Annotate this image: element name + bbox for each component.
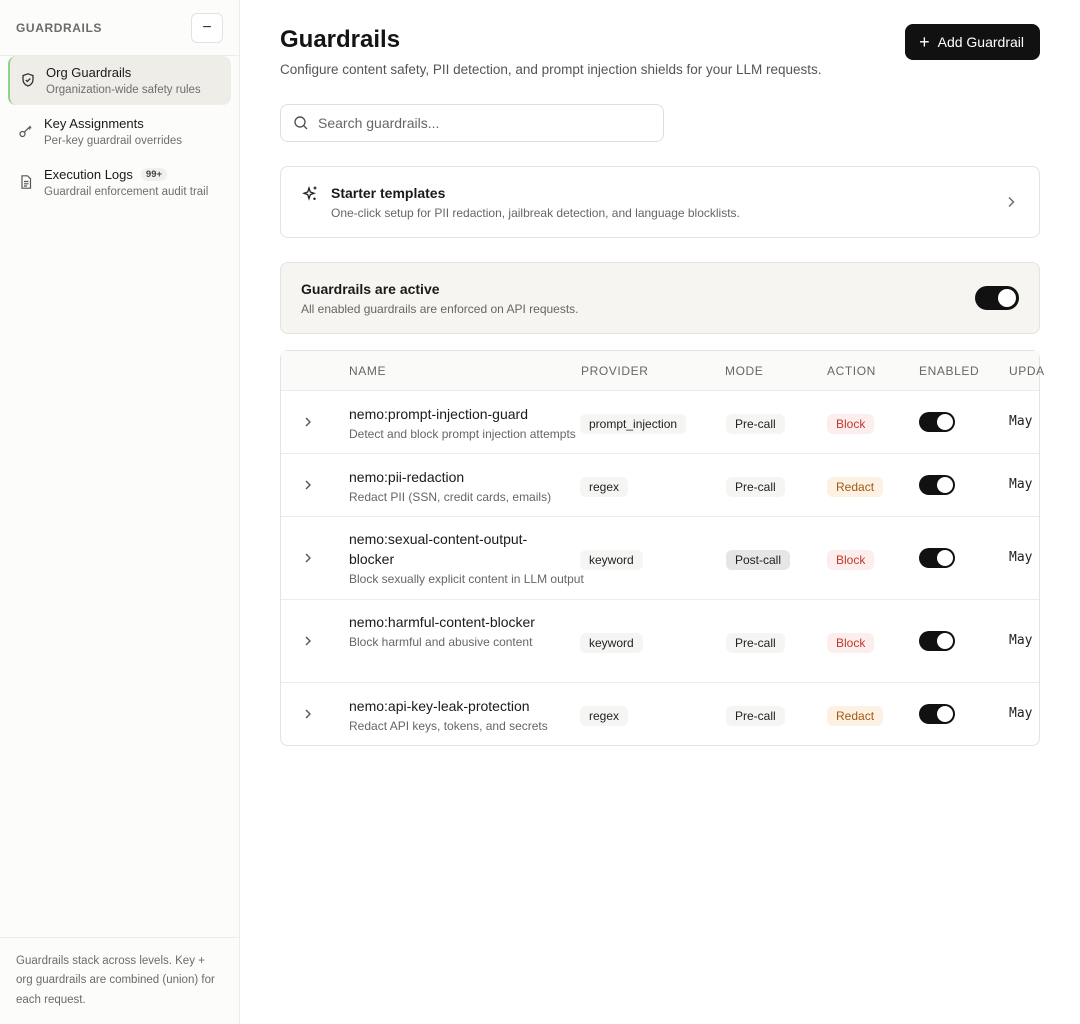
chevron-right-icon[interactable] [301,634,315,648]
column-header-updated[interactable]: UPDA [1009,364,1045,378]
sidebar-nav [0,56,239,207]
shield-icon [20,72,36,88]
table-row[interactable] [281,600,1039,683]
table-row[interactable] [281,517,1039,600]
sidebar-item-label: Execution Logs [44,167,133,182]
action-badge: Redact [827,477,883,497]
key-icon [18,123,34,139]
updated-date: May [1009,414,1033,429]
guardrail-name: nemo:sexual-content-output-blocker [349,531,528,567]
guardrail-description: Detect and block prompt injection attempts [349,427,576,441]
guardrails-active-banner [280,262,1040,334]
document-icon [18,174,34,190]
guardrail-name: nemo:api-key-leak-protection [349,698,530,714]
chevron-right-icon[interactable] [301,478,315,492]
enabled-toggle[interactable] [919,412,955,432]
table-row[interactable] [281,683,1039,746]
provider-badge: keyword [580,550,643,570]
updated-date: May [1009,477,1033,492]
chevron-right-icon [1003,194,1019,210]
action-badge: Redact [827,706,883,726]
add-guardrail-label: Add Guardrail [937,34,1024,50]
enabled-toggle[interactable] [919,631,955,651]
sidebar-item-key-assignments[interactable] [8,107,231,156]
enabled-toggle[interactable] [919,548,955,568]
chevron-right-icon[interactable] [301,707,315,721]
action-badge: Block [827,633,874,653]
mode-badge: Pre-call [726,477,785,497]
updated-date: May [1009,633,1033,648]
count-badge: 99+ [141,168,167,181]
column-header-mode[interactable]: MODE [725,364,764,378]
action-badge: Block [827,550,874,570]
sidebar-item-execution-logs[interactable] [8,158,231,207]
templates-subtitle: One-click setup for PII redaction, jailbreak detection, and language blocklists. [331,205,740,220]
global-guardrails-toggle[interactable] [975,286,1019,310]
enabled-toggle[interactable] [919,704,955,724]
sidebar-item-org-guardrails[interactable] [8,56,231,105]
column-header-action[interactable]: ACTION [827,364,876,378]
guardrails-table [280,350,1045,746]
banner-subtitle: All enabled guardrails are enforced on API requests. [301,301,579,316]
page-subtitle: Configure content safety, PII detection, and prompt injection shields for your LLM requests. [280,62,822,77]
table-row[interactable] [281,391,1039,454]
guardrail-description: Block harmful and abusive content [349,635,533,649]
provider-badge: regex [580,477,628,497]
guardrail-description: Block sexually explicit content in LLM output [349,572,584,586]
chevron-right-icon[interactable] [301,551,315,565]
updated-date: May [1009,550,1033,565]
guardrail-description: Redact PII (SSN, credit cards, emails) [349,490,552,504]
provider-badge: keyword [580,633,643,653]
plus-icon: + [919,32,930,52]
mode-badge: Pre-call [726,706,785,726]
updated-date: May [1009,706,1033,721]
chevron-right-icon[interactable] [301,415,315,429]
guardrail-name: nemo:prompt-injection-guard [349,406,528,422]
collapse-sidebar-button[interactable]: − [191,13,223,43]
provider-badge: prompt_injection [580,414,686,434]
search-icon [293,115,309,131]
search-box[interactable] [280,104,664,142]
table-row[interactable] [281,454,1039,517]
mode-badge: Post-call [726,550,790,570]
search-input[interactable] [318,115,638,131]
sidebar-title: GUARDRAILS [16,20,102,35]
guardrail-name: nemo:harmful-content-blocker [349,614,535,630]
starter-templates-card[interactable] [280,166,1040,238]
add-guardrail-button[interactable] [905,24,1040,60]
page-title: Guardrails [280,26,401,53]
guardrail-description: Redact API keys, tokens, and secrets [349,719,548,733]
sparkle-icon [301,185,319,203]
sidebar-item-sub: Organization-wide safety rules [46,84,201,96]
sidebar-header [0,0,239,56]
mode-badge: Pre-call [726,633,785,653]
guardrail-name: nemo:pii-redaction [349,469,465,485]
provider-badge: regex [580,706,628,726]
sidebar-item-label: Key Assignments [44,116,144,131]
templates-title: Starter templates [331,184,446,201]
column-header-enabled[interactable]: ENABLED [919,364,980,378]
sidebar-footer-note: Guardrails stack across levels. Key + org guardrails are combined (union) for each request. [0,937,239,1024]
column-header-provider[interactable]: PROVIDER [581,364,649,378]
column-header-name[interactable]: NAME [349,364,387,378]
enabled-toggle[interactable] [919,475,955,495]
sidebar [0,0,240,1024]
banner-title: Guardrails are active [301,280,440,297]
action-badge: Block [827,414,874,434]
table-header [281,351,1045,391]
sidebar-item-label: Org Guardrails [46,65,132,80]
mode-badge: Pre-call [726,414,785,434]
sidebar-item-sub: Guardrail enforcement audit trail [44,186,209,198]
sidebar-item-sub: Per-key guardrail overrides [44,135,183,147]
